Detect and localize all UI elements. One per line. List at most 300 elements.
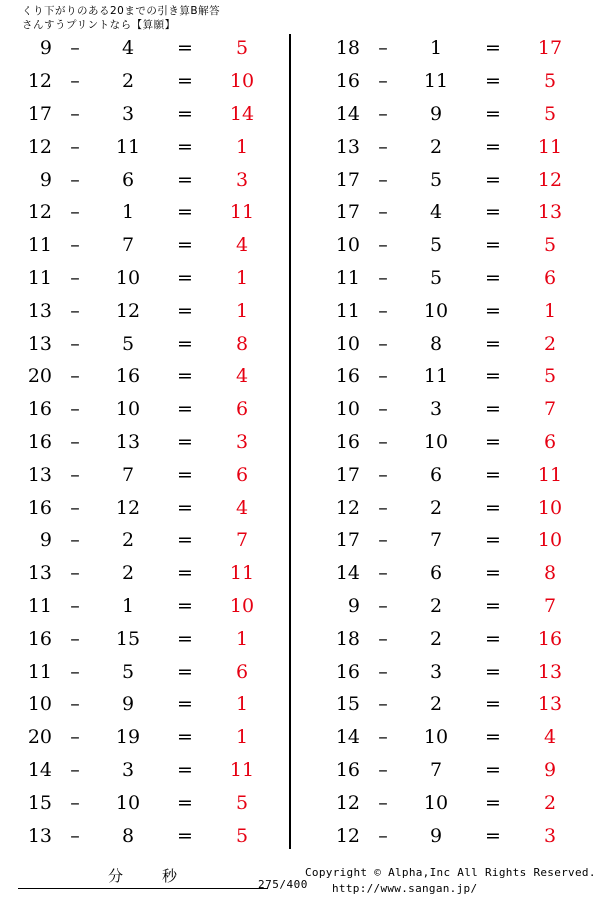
operand-b: 5 [121, 660, 135, 683]
answer-value: 9 [543, 758, 557, 781]
equals-icon: = [177, 660, 193, 683]
answer-value: 14 [229, 102, 255, 125]
equals-icon: = [177, 824, 193, 847]
answer-value: 10 [229, 70, 255, 93]
answer-value: 1 [543, 299, 557, 322]
answer-value: 10 [229, 594, 255, 617]
operand-a: 13 [335, 135, 360, 158]
operand-a: 12 [335, 824, 360, 847]
equals-icon: = [485, 201, 501, 224]
operand-a: 13 [27, 332, 52, 355]
answer-value: 4 [235, 496, 249, 519]
problem-row [314, 721, 600, 754]
equals-icon: = [485, 135, 501, 158]
minus-icon: – [70, 529, 80, 552]
operand-b: 1 [121, 201, 135, 224]
minus-icon: – [70, 824, 80, 847]
problem-row [314, 688, 600, 721]
minus-icon: – [70, 660, 80, 683]
minus-icon: – [70, 496, 80, 519]
minus-icon: – [70, 758, 80, 781]
minus-icon: – [378, 398, 388, 421]
operand-a: 13 [27, 562, 52, 585]
operand-a: 12 [335, 496, 360, 519]
answer-value: 3 [543, 824, 557, 847]
equals-icon: = [485, 726, 501, 749]
minus-icon: – [378, 594, 388, 617]
operand-b: 15 [115, 627, 141, 650]
minus-icon: – [70, 627, 80, 650]
minus-icon: – [70, 594, 80, 617]
equals-icon: = [485, 102, 501, 125]
answer-value: 6 [543, 430, 557, 453]
answer-value: 2 [543, 791, 557, 814]
answer-value: 6 [235, 660, 249, 683]
equals-icon: = [177, 430, 193, 453]
operand-a: 15 [27, 791, 52, 814]
operand-b: 10 [423, 791, 449, 814]
minus-icon: – [70, 102, 80, 125]
equals-icon: = [177, 693, 193, 716]
answer-value: 7 [235, 529, 249, 552]
operand-b: 19 [115, 726, 141, 749]
operand-a: 20 [27, 726, 52, 749]
problem-row [6, 360, 292, 393]
answer-value: 10 [537, 496, 563, 519]
problem-row [314, 458, 600, 491]
operand-a: 16 [335, 70, 360, 93]
problem-row [314, 196, 600, 229]
operand-a: 9 [347, 594, 360, 617]
operand-b: 10 [115, 398, 141, 421]
equals-icon: = [177, 37, 193, 60]
answer-value: 5 [235, 791, 249, 814]
minus-icon: – [70, 234, 80, 257]
minus-icon: – [378, 660, 388, 683]
problem-row [314, 163, 600, 196]
operand-a: 18 [335, 37, 360, 60]
minus-icon: – [378, 496, 388, 519]
problem-row [6, 622, 292, 655]
answer-value: 11 [229, 562, 255, 585]
minus-icon: – [70, 168, 80, 191]
operand-a: 10 [335, 332, 360, 355]
operand-a: 16 [335, 758, 360, 781]
operand-b: 2 [429, 496, 443, 519]
equals-icon: = [177, 627, 193, 650]
equals-icon: = [485, 758, 501, 781]
worksheet-subtitle: さんすうプリントなら【算願】 [22, 19, 176, 32]
answer-value: 1 [235, 299, 249, 322]
site-url: http://www.sangan.jp/ [332, 882, 478, 895]
minus-icon: – [378, 266, 388, 289]
operand-b: 10 [423, 299, 449, 322]
operand-a: 12 [335, 791, 360, 814]
operand-b: 3 [429, 398, 443, 421]
answer-value: 12 [537, 168, 563, 191]
problem-row [6, 32, 292, 65]
minus-icon: – [378, 102, 388, 125]
equals-icon: = [485, 824, 501, 847]
minus-icon: – [70, 463, 80, 486]
equals-icon: = [177, 332, 193, 355]
problem-row [6, 426, 292, 459]
equals-icon: = [485, 496, 501, 519]
worksheet-footer [0, 856, 600, 900]
operand-b: 9 [429, 824, 443, 847]
problem-row [314, 262, 600, 295]
answer-value: 16 [537, 627, 563, 650]
minus-icon: – [378, 791, 388, 814]
time-entry-line [18, 862, 268, 889]
equals-icon: = [485, 529, 501, 552]
problem-row [314, 524, 600, 557]
problem-row [314, 229, 600, 262]
answer-value: 1 [235, 726, 249, 749]
problem-row [6, 491, 292, 524]
operand-a: 11 [27, 266, 52, 289]
operand-a: 16 [27, 430, 52, 453]
problem-row [314, 360, 600, 393]
problem-row [6, 754, 292, 787]
problem-row [314, 327, 600, 360]
equals-icon: = [485, 365, 501, 388]
minus-icon: – [70, 726, 80, 749]
operand-b: 11 [115, 135, 141, 158]
answer-value: 13 [537, 693, 563, 716]
operand-b: 7 [121, 234, 135, 257]
minus-icon: – [378, 37, 388, 60]
equals-icon: = [177, 529, 193, 552]
operand-a: 12 [27, 201, 52, 224]
minus-icon: – [378, 70, 388, 93]
problem-row [314, 426, 600, 459]
minus-icon: – [378, 430, 388, 453]
minus-icon: – [378, 529, 388, 552]
operand-a: 9 [39, 168, 52, 191]
equals-icon: = [485, 430, 501, 453]
operand-a: 15 [335, 693, 360, 716]
minus-icon: – [378, 234, 388, 257]
equals-icon: = [485, 627, 501, 650]
answer-value: 4 [235, 234, 249, 257]
operand-b: 6 [429, 562, 443, 585]
equals-icon: = [177, 398, 193, 421]
problem-row [314, 130, 600, 163]
operand-b: 4 [121, 37, 135, 60]
equals-icon: = [485, 70, 501, 93]
answer-value: 1 [235, 693, 249, 716]
operand-b: 7 [429, 758, 443, 781]
operand-b: 1 [429, 37, 443, 60]
problem-row [314, 819, 600, 852]
operand-b: 3 [429, 660, 443, 683]
problem-row [6, 130, 292, 163]
problem-column-left [0, 32, 292, 852]
answer-value: 11 [229, 201, 255, 224]
problem-row [6, 327, 292, 360]
operand-b: 7 [121, 463, 135, 486]
operand-a: 14 [335, 102, 360, 125]
answer-value: 1 [235, 266, 249, 289]
equals-icon: = [177, 758, 193, 781]
operand-b: 10 [423, 430, 449, 453]
problem-row [6, 524, 292, 557]
minus-icon: – [70, 266, 80, 289]
operand-b: 16 [115, 365, 141, 388]
answer-value: 5 [543, 70, 557, 93]
operand-a: 16 [335, 430, 360, 453]
operand-a: 9 [39, 37, 52, 60]
operand-b: 2 [121, 70, 135, 93]
problem-row [314, 393, 600, 426]
problem-row [6, 262, 292, 295]
problem-row [314, 655, 600, 688]
operand-b: 2 [121, 562, 135, 585]
minus-icon: – [378, 201, 388, 224]
operand-a: 18 [335, 627, 360, 650]
problem-row [6, 163, 292, 196]
operand-a: 10 [27, 693, 52, 716]
minus-icon: – [378, 562, 388, 585]
operand-b: 11 [423, 70, 449, 93]
operand-a: 14 [335, 562, 360, 585]
equals-icon: = [177, 201, 193, 224]
minus-icon: – [70, 135, 80, 158]
problem-row [314, 786, 600, 819]
answer-value: 3 [235, 430, 249, 453]
answer-value: 7 [543, 594, 557, 617]
equals-icon: = [485, 398, 501, 421]
problem-row [314, 65, 600, 98]
operand-b: 10 [115, 791, 141, 814]
answer-value: 1 [235, 135, 249, 158]
operand-a: 17 [335, 168, 360, 191]
minus-icon: – [70, 365, 80, 388]
operand-a: 12 [27, 135, 52, 158]
equals-icon: = [177, 266, 193, 289]
problem-row [6, 688, 292, 721]
operand-a: 13 [27, 824, 52, 847]
equals-icon: = [177, 562, 193, 585]
operand-a: 13 [27, 463, 52, 486]
operand-b: 2 [429, 693, 443, 716]
operand-b: 10 [423, 726, 449, 749]
operand-a: 17 [335, 463, 360, 486]
operand-b: 9 [121, 693, 135, 716]
problem-row [6, 98, 292, 131]
operand-b: 1 [121, 594, 135, 617]
operand-b: 2 [429, 594, 443, 617]
answer-value: 6 [543, 266, 557, 289]
operand-a: 20 [27, 365, 52, 388]
equals-icon: = [177, 791, 193, 814]
answer-value: 7 [543, 398, 557, 421]
copyright-notice: Copyright © Alpha,Inc All Rights Reserved. [305, 866, 596, 879]
minus-icon: – [70, 430, 80, 453]
answer-value: 5 [235, 824, 249, 847]
problem-row [6, 196, 292, 229]
operand-b: 3 [121, 102, 135, 125]
operand-b: 9 [429, 102, 443, 125]
equals-icon: = [485, 266, 501, 289]
minus-icon: – [378, 168, 388, 191]
operand-b: 4 [429, 201, 443, 224]
operand-a: 11 [27, 660, 52, 683]
equals-icon: = [177, 463, 193, 486]
problem-column-right [292, 32, 600, 852]
minus-icon: – [378, 135, 388, 158]
operand-a: 12 [27, 70, 52, 93]
operand-a: 14 [335, 726, 360, 749]
minus-icon: – [70, 693, 80, 716]
answer-value: 6 [235, 463, 249, 486]
minus-icon: – [378, 758, 388, 781]
operand-b: 6 [121, 168, 135, 191]
equals-icon: = [485, 463, 501, 486]
minus-icon: – [378, 627, 388, 650]
answer-value: 5 [543, 102, 557, 125]
problem-row [6, 294, 292, 327]
worksheet-title: くり下がりのある20までの引き算B解答 [22, 5, 221, 17]
operand-a: 10 [335, 398, 360, 421]
answer-value: 5 [543, 234, 557, 257]
problem-row [314, 754, 600, 787]
equals-icon: = [177, 168, 193, 191]
answer-value: 11 [229, 758, 255, 781]
minus-icon: – [378, 693, 388, 716]
equals-icon: = [177, 594, 193, 617]
answer-value: 1 [235, 627, 249, 650]
equals-icon: = [485, 299, 501, 322]
operand-b: 2 [429, 627, 443, 650]
equals-icon: = [177, 70, 193, 93]
problem-row [6, 721, 292, 754]
operand-b: 11 [423, 365, 449, 388]
operand-a: 17 [335, 529, 360, 552]
operand-a: 16 [27, 627, 52, 650]
answer-value: 11 [537, 463, 563, 486]
minus-icon: – [70, 562, 80, 585]
worksheet-header [22, 4, 220, 32]
problem-row [6, 819, 292, 852]
answer-value: 8 [543, 562, 557, 585]
seconds-label: 秒 [162, 867, 179, 885]
problem-row [314, 32, 600, 65]
problem-row [6, 557, 292, 590]
page-number: 275/400 [258, 878, 308, 891]
equals-icon: = [485, 168, 501, 191]
operand-a: 13 [27, 299, 52, 322]
equals-icon: = [177, 726, 193, 749]
equals-icon: = [177, 135, 193, 158]
minutes-label: 分 [107, 867, 124, 885]
minus-icon: – [378, 463, 388, 486]
minus-icon: – [378, 726, 388, 749]
operand-b: 8 [429, 332, 443, 355]
operand-b: 8 [121, 824, 135, 847]
answer-value: 5 [543, 365, 557, 388]
problem-row [6, 655, 292, 688]
problem-row [314, 294, 600, 327]
operand-b: 5 [429, 234, 443, 257]
operand-a: 16 [27, 496, 52, 519]
operand-b: 13 [115, 430, 141, 453]
operand-b: 5 [429, 168, 443, 191]
minus-icon: – [70, 70, 80, 93]
operand-b: 12 [115, 496, 141, 519]
minus-icon: – [378, 332, 388, 355]
problem-row [314, 557, 600, 590]
equals-icon: = [485, 562, 501, 585]
minus-icon: – [378, 365, 388, 388]
problem-row [6, 393, 292, 426]
equals-icon: = [485, 234, 501, 257]
answer-value: 4 [543, 726, 557, 749]
answer-value: 6 [235, 398, 249, 421]
answer-value: 2 [543, 332, 557, 355]
problem-row [314, 98, 600, 131]
operand-b: 2 [429, 135, 443, 158]
equals-icon: = [177, 102, 193, 125]
operand-b: 5 [429, 266, 443, 289]
equals-icon: = [177, 365, 193, 388]
operand-a: 16 [27, 398, 52, 421]
problem-columns [0, 32, 600, 852]
equals-icon: = [485, 693, 501, 716]
operand-a: 10 [335, 234, 360, 257]
answer-value: 8 [235, 332, 249, 355]
problem-row [314, 590, 600, 623]
operand-b: 2 [121, 529, 135, 552]
answer-value: 11 [537, 135, 563, 158]
answer-value: 3 [235, 168, 249, 191]
equals-icon: = [177, 234, 193, 257]
equals-icon: = [485, 791, 501, 814]
operand-a: 14 [27, 758, 52, 781]
problem-row [6, 229, 292, 262]
minus-icon: – [70, 398, 80, 421]
answer-value: 10 [537, 529, 563, 552]
answer-value: 13 [537, 660, 563, 683]
operand-b: 12 [115, 299, 141, 322]
equals-icon: = [177, 496, 193, 519]
operand-b: 5 [121, 332, 135, 355]
operand-a: 16 [335, 660, 360, 683]
minus-icon: – [378, 299, 388, 322]
equals-icon: = [485, 332, 501, 355]
operand-a: 17 [335, 201, 360, 224]
problem-row [6, 786, 292, 819]
operand-a: 16 [335, 365, 360, 388]
minus-icon: – [70, 37, 80, 60]
problem-row [6, 458, 292, 491]
equals-icon: = [485, 37, 501, 60]
operand-a: 17 [27, 102, 52, 125]
minus-icon: – [70, 332, 80, 355]
operand-a: 9 [39, 529, 52, 552]
problem-row [314, 491, 600, 524]
operand-a: 11 [335, 266, 360, 289]
operand-b: 6 [429, 463, 443, 486]
equals-icon: = [177, 299, 193, 322]
problem-row [6, 65, 292, 98]
equals-icon: = [485, 594, 501, 617]
answer-value: 13 [537, 201, 563, 224]
minus-icon: – [70, 299, 80, 322]
operand-b: 3 [121, 758, 135, 781]
equals-icon: = [485, 660, 501, 683]
